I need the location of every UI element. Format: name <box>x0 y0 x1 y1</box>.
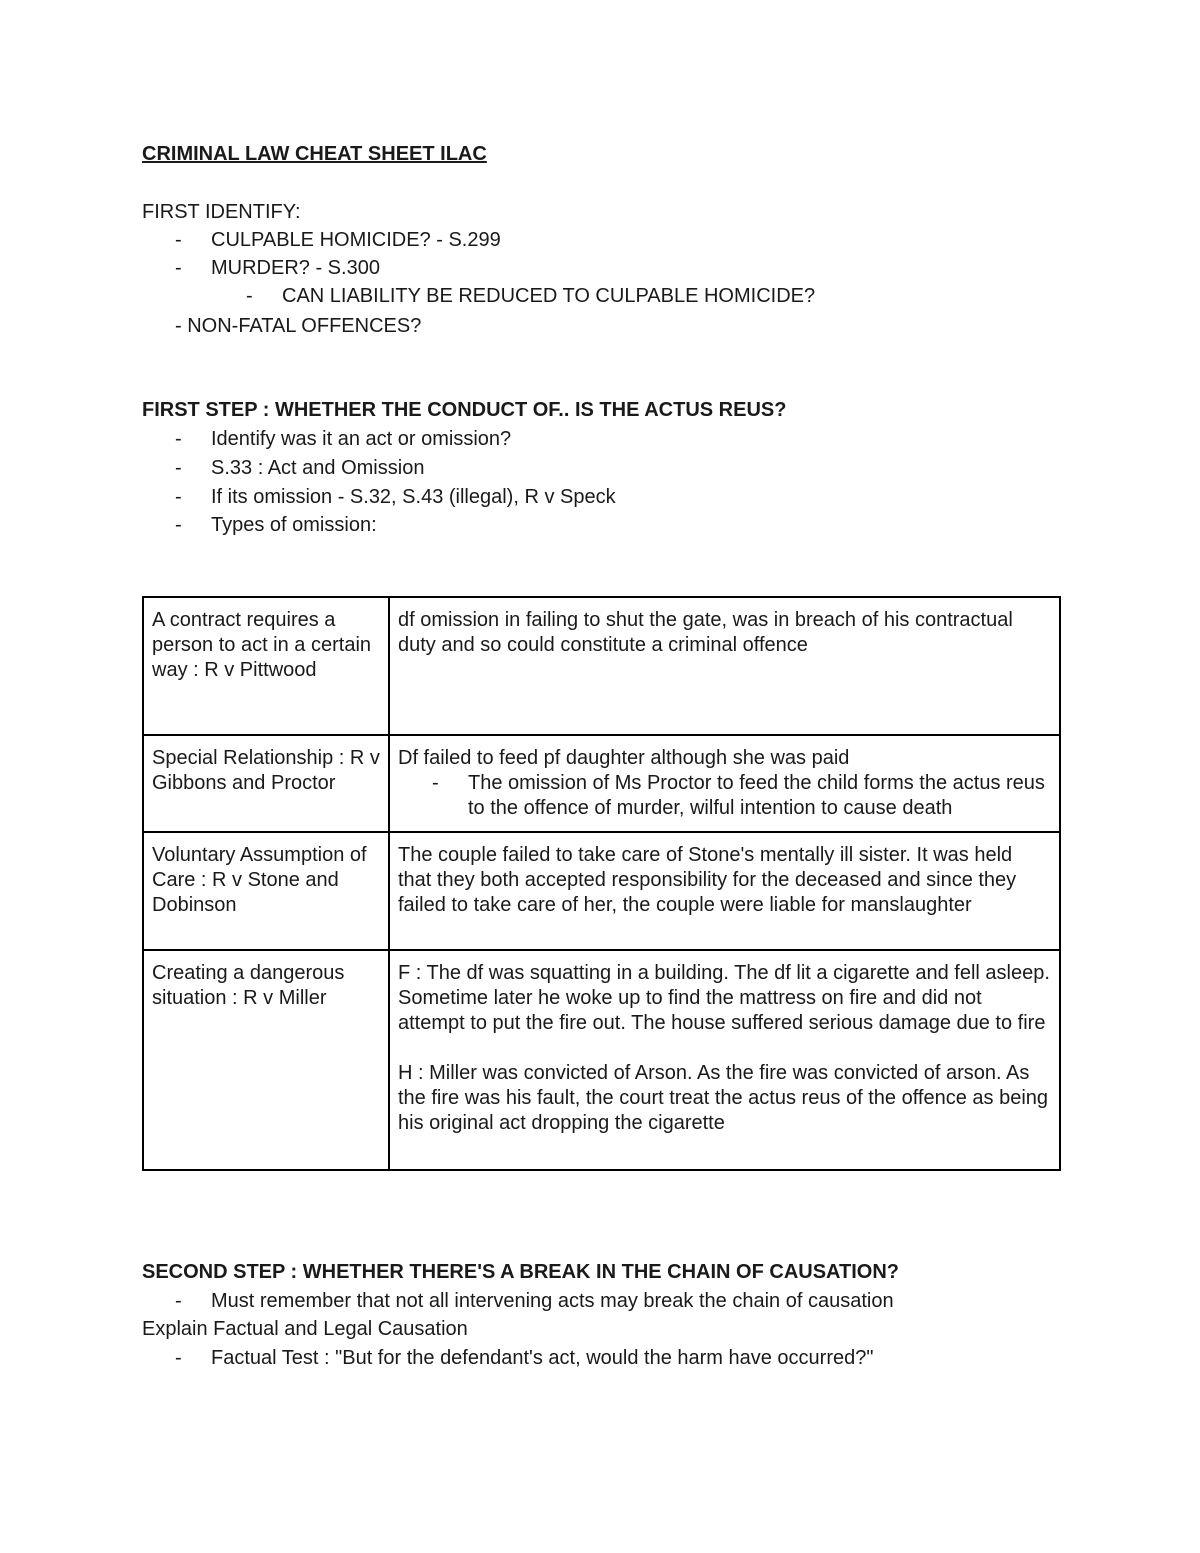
cell-text: Df failed to feed pf daughter although she was paid <box>398 747 850 769</box>
step2-item: Must remember that not all intervening acts may break the chain of causation <box>211 1290 894 1312</box>
omission-type-cell: Creating a dangerous situation : R v Miller <box>143 950 389 1170</box>
step1-item: S.33 : Act and Omission <box>211 457 425 479</box>
step2-item: Factual Test : "But for the defendant's act, would the harm have occurred?" <box>211 1347 874 1369</box>
identify-item: CULPABLE HOMICIDE? - S.299 <box>211 229 501 251</box>
step2-heading: SECOND STEP : WHETHER THERE'S A BREAK IN THE CHAIN OF CAUSATION? <box>142 1261 900 1283</box>
table-row <box>143 950 1060 1170</box>
identify-sub-item: CAN LIABILITY BE REDUCED TO CULPABLE HOMICIDE? <box>282 285 816 307</box>
bullet-dash: - <box>175 1347 182 1369</box>
omission-description-cell: df omission in failing to shut the gate, was in breach of his contractual duty and so could constitute a criminal offence <box>389 597 1060 735</box>
table-row <box>143 735 1060 832</box>
step1-item: If its omission - S.32, S.43 (illegal), R v Speck <box>211 486 616 508</box>
bullet-dash: - <box>175 514 182 536</box>
bullet-dash: - <box>175 457 182 479</box>
step2-line: Explain Factual and Legal Causation <box>142 1318 468 1340</box>
bullet-dash: - <box>175 257 182 279</box>
cell-sub-text: The omission of Ms Proctor to feed the child forms the actus reus to the offence of murder, wilful intention to cause death <box>468 772 1045 819</box>
omission-type-cell: A contract requires a person to act in a certain way : R v Pittwood <box>143 597 389 735</box>
identify-last-line: - NON-FATAL OFFENCES? <box>175 315 422 337</box>
step1-heading: FIRST STEP : WHETHER THE CONDUCT OF.. IS THE ACTUS REUS? <box>142 399 787 421</box>
page-title: CRIMINAL LAW CHEAT SHEET ILAC <box>142 143 487 165</box>
bullet-dash: - <box>246 285 253 307</box>
cell-sub-item <box>398 771 1051 821</box>
bullet-dash: - <box>175 1290 182 1312</box>
step1-item: Identify was it an act or omission? <box>211 428 512 450</box>
omission-table <box>142 596 1061 1171</box>
omission-description-cell <box>389 735 1060 832</box>
table-row <box>143 597 1060 735</box>
table-row <box>143 832 1060 950</box>
omission-type-cell: Special Relationship : R v Gibbons and Proctor <box>143 735 389 832</box>
bullet-dash: - <box>175 486 182 508</box>
bullet-dash: - <box>175 428 182 450</box>
bullet-dash: - <box>175 229 182 251</box>
omission-description-cell: The couple failed to take care of Stone's mentally ill sister. It was held that they both accepted responsibility for the deceased and since they failed to take care of her, the couple were liable for manslaughter <box>389 832 1060 950</box>
bullet-dash: - <box>432 772 439 794</box>
omission-type-cell: Voluntary Assumption of Care : R v Stone and Dobinson <box>143 832 389 950</box>
identify-item: MURDER? - S.300 <box>211 257 380 279</box>
step1-item: Types of omission: <box>211 514 377 536</box>
cell-facts: F : The df was squatting in a building. The df lit a cigarette and fell asleep. Sometime later he woke up to find the mattress on fire and did not attempt to put the fire out. The house suffered serious damage due to fire <box>398 962 1050 1034</box>
cell-holding: H : Miller was convicted of Arson. As the fire was convicted of arson. As the fire was his fault, the court treat the actus reus of the offence as being his original act dropping the cigarette <box>398 1062 1049 1134</box>
omission-description-cell <box>389 950 1060 1170</box>
identify-heading: FIRST IDENTIFY: <box>142 201 301 223</box>
